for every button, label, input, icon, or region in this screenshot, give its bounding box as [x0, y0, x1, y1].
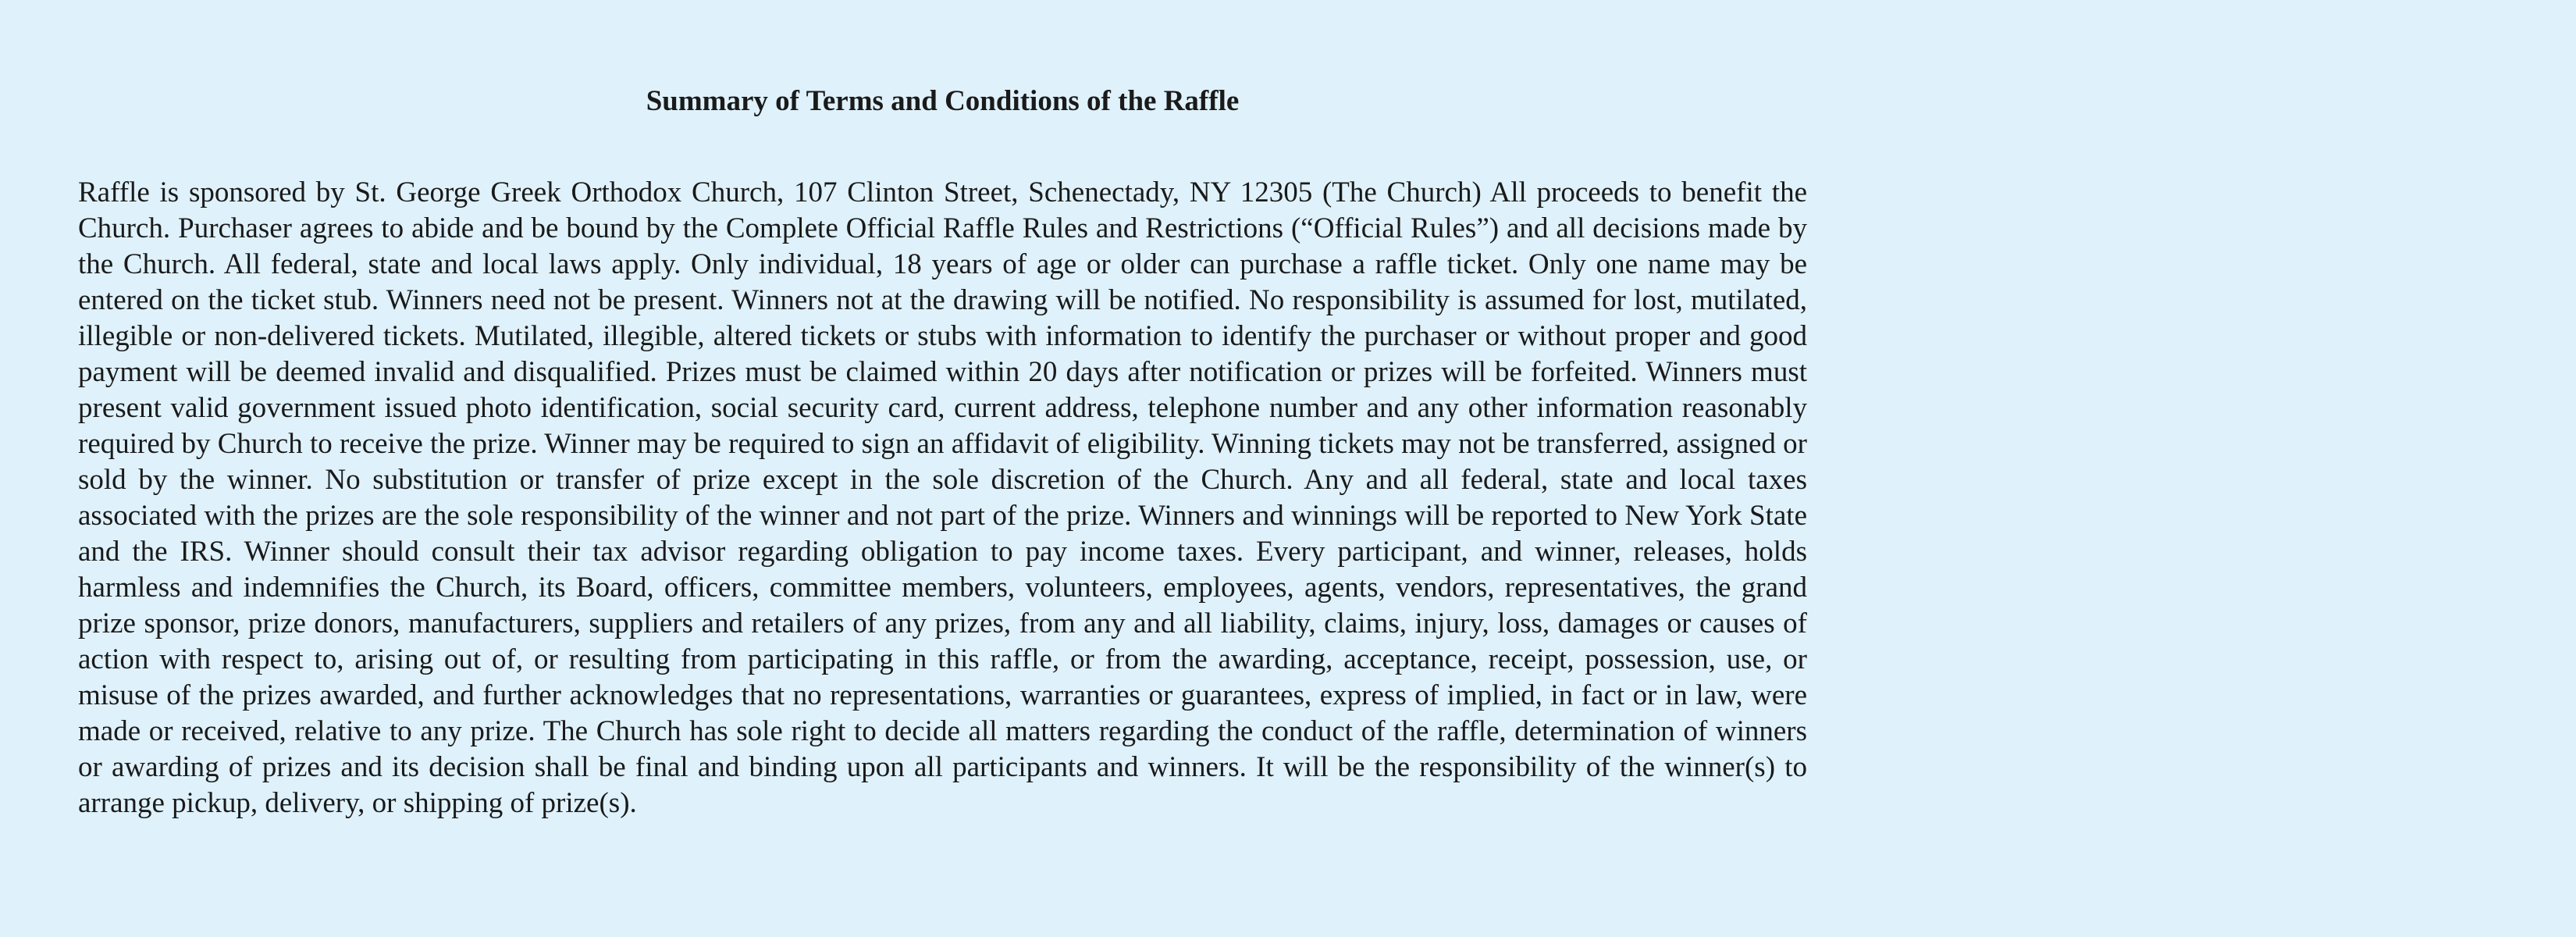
- document-title: Summary of Terms and Conditions of the Raffle: [646, 85, 1240, 117]
- document-page: [78, 78, 1807, 875]
- terms-paragraph: Raffle is sponsored by St. George Greek Orthodox Church, 107 Clinton Street, Schenectady, NY 12305 (The Church) All proceeds to benefit the Church. Purchaser agrees to abide and be bound by the Complete Official Raffle Rules and Restrictions (“Official Rules”) and all decisions made by the Church. All federal, state and local laws apply. Only individual, 18 years of age or older can purchase a raffle ticket. Only one name may be entered on the ticket stub. Winners need not be present. Winners not at the drawing will be notified. No responsibility is assumed for lost, mutilated, illegible or non-delivered tickets. Mutilated, illegible, altered tickets or stubs with information to identify the purchaser or without proper and good payment will be deemed invalid and disqualified. Prizes must be claimed within 20 days after notification or prizes will be forfeited. Winners must present valid government issued photo identification, social security card, current address, telephone number and any other information reasonably required by Church to receive the prize. Winner may be required to sign an affidavit of eligibility. Winning tickets may not be transferred, assigned or sold by the winner. No substitution or transfer of prize except in the sole discretion of the Church. Any and all federal, state and local taxes associated with the prizes are the sole responsibility of the winner and not part of the prize. Winners and winnings will be reported to New York State and the IRS. Winner should consult their tax advisor regarding obligation to pay income taxes. Every participant, and winner, releases, holds harmless and indemnifies the Church, its Board, officers, committee members, volunteers, employees, agents, vendors, representatives, the grand prize sponsor, prize donors, manufacturers, suppliers and retailers of any prizes, from any and all liability, claims, injury, loss, damages or causes of action with respect to, arising out of, or resulting from participating in this raffle, or from the awarding, acceptance, receipt, possession, use, or misuse of the prizes awarded, and further acknowledges that no representations, warranties or guarantees, express of implied, in fact or in law, were made or received, relative to any prize. The Church has sole right to decide all matters regarding the conduct of the raffle, determination of winners or awarding of prizes and its decision shall be final and binding upon all participants and winners. It will be the responsibility of the winner(s) to arrange pickup, delivery, or shipping of prize(s).: [78, 176, 1807, 819]
